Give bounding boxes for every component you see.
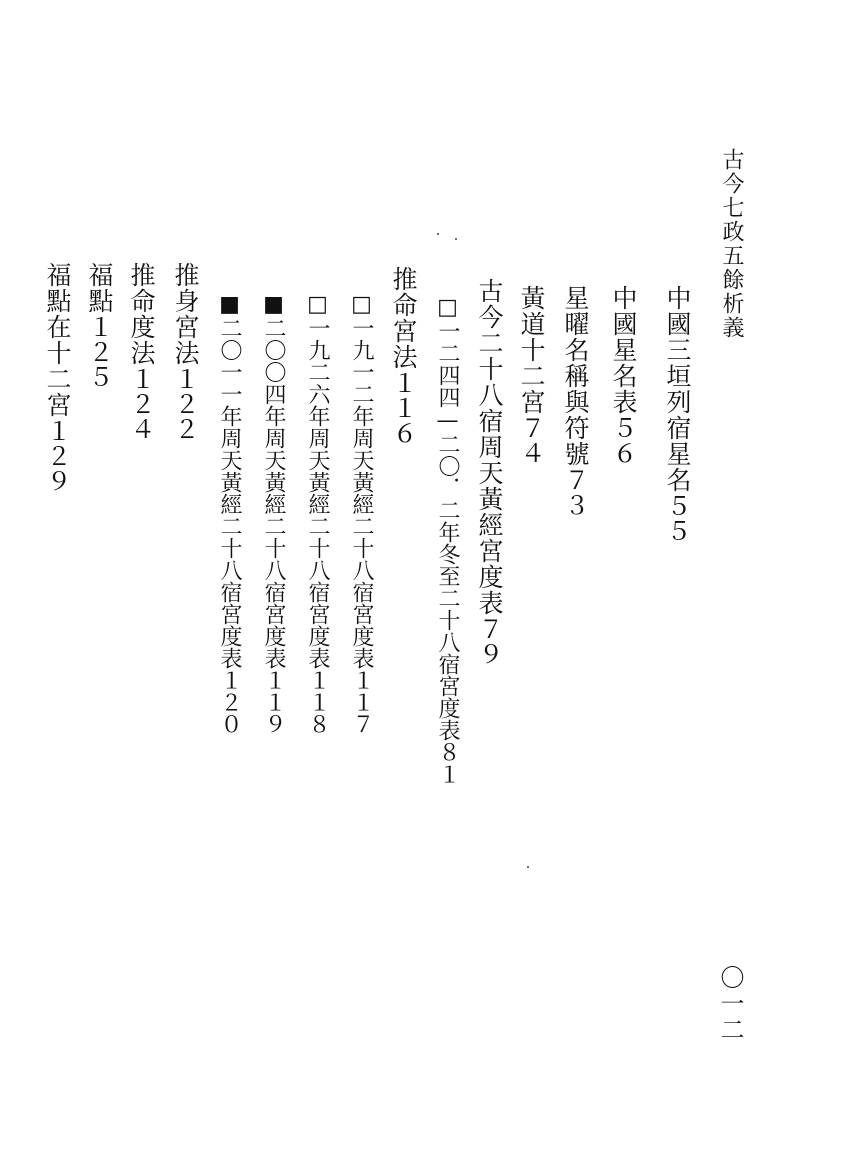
toc-entry-title: ■二〇一一年周天黃經二十八宿宮度表 [217, 292, 242, 669]
print-speck [437, 233, 439, 235]
toc-entry-title: 推身宮法 [171, 262, 200, 366]
toc-entry-page: １２５ [85, 314, 114, 389]
toc-entry-title: 黃道十二宮 [517, 285, 546, 415]
toc-entry [306, 292, 328, 735]
toc-entry-title: □一九二六年周天黃經二十八宿宮度表 [305, 292, 330, 669]
toc-entry-title: □一九一二年周天黃經二十八宿宮度表 [349, 292, 374, 669]
toc-entry-title: ■二〇〇四年周天黃經二十八宿宮度表 [261, 292, 286, 669]
toc-entry-title: 中國星名表 [609, 285, 638, 415]
toc-entry [129, 262, 154, 441]
toc-entry [173, 262, 198, 441]
toc-entry-title: 推命宮法 [389, 266, 418, 370]
toc-entry [87, 262, 112, 389]
print-speck [455, 238, 457, 240]
toc-entry [262, 292, 284, 735]
toc-entry [218, 292, 240, 735]
toc-entry-page: １１８ [305, 669, 330, 735]
book-title: 古今七政五餘析義 [719, 148, 744, 340]
toc-entry-page: ７９ [475, 616, 504, 666]
toc-entry-page: ７４ [517, 415, 546, 465]
toc-entry [519, 285, 544, 465]
page-number: 〇一二 [716, 965, 744, 1043]
toc-entry-page: １２９ [43, 418, 72, 493]
toc-entry [436, 295, 458, 785]
toc-entry [45, 262, 70, 493]
toc-entry-page: １１６ [389, 370, 418, 445]
toc-entry-title: 星曜名稱與符號 [561, 285, 590, 467]
toc-entry-title: 福點 [85, 262, 114, 314]
toc-entry-title: 古今二十八宿周天黃經宮度表 [475, 278, 504, 616]
toc-entry [665, 285, 690, 543]
toc-entry [391, 266, 416, 445]
toc-entry-page: １２２ [171, 366, 200, 441]
toc-entry [563, 285, 588, 517]
toc-entry-title: 福點在十二宮 [43, 262, 72, 418]
print-speck [527, 866, 529, 868]
toc-entry-title: 推命度法 [127, 262, 156, 366]
toc-entry [350, 292, 372, 735]
toc-entry-page: １２４ [127, 366, 156, 441]
toc-entry-page: ７３ [561, 467, 590, 517]
toc-entry-title: □一二四四—二〇．二年冬至二十八宿宮度表 [435, 295, 460, 741]
toc-entry-page: ５５ [663, 493, 692, 543]
toc-entry-page: １２０ [217, 669, 242, 735]
toc-entry [611, 285, 636, 465]
toc-entry-page: １１９ [261, 669, 286, 735]
toc-entry-title: 中國三垣列宿星名 [663, 285, 692, 493]
toc-entry-page: １１７ [349, 669, 374, 735]
toc-entry-page: ５６ [609, 415, 638, 465]
toc-entry-page: ８１ [435, 741, 460, 785]
toc-entry [477, 278, 502, 666]
